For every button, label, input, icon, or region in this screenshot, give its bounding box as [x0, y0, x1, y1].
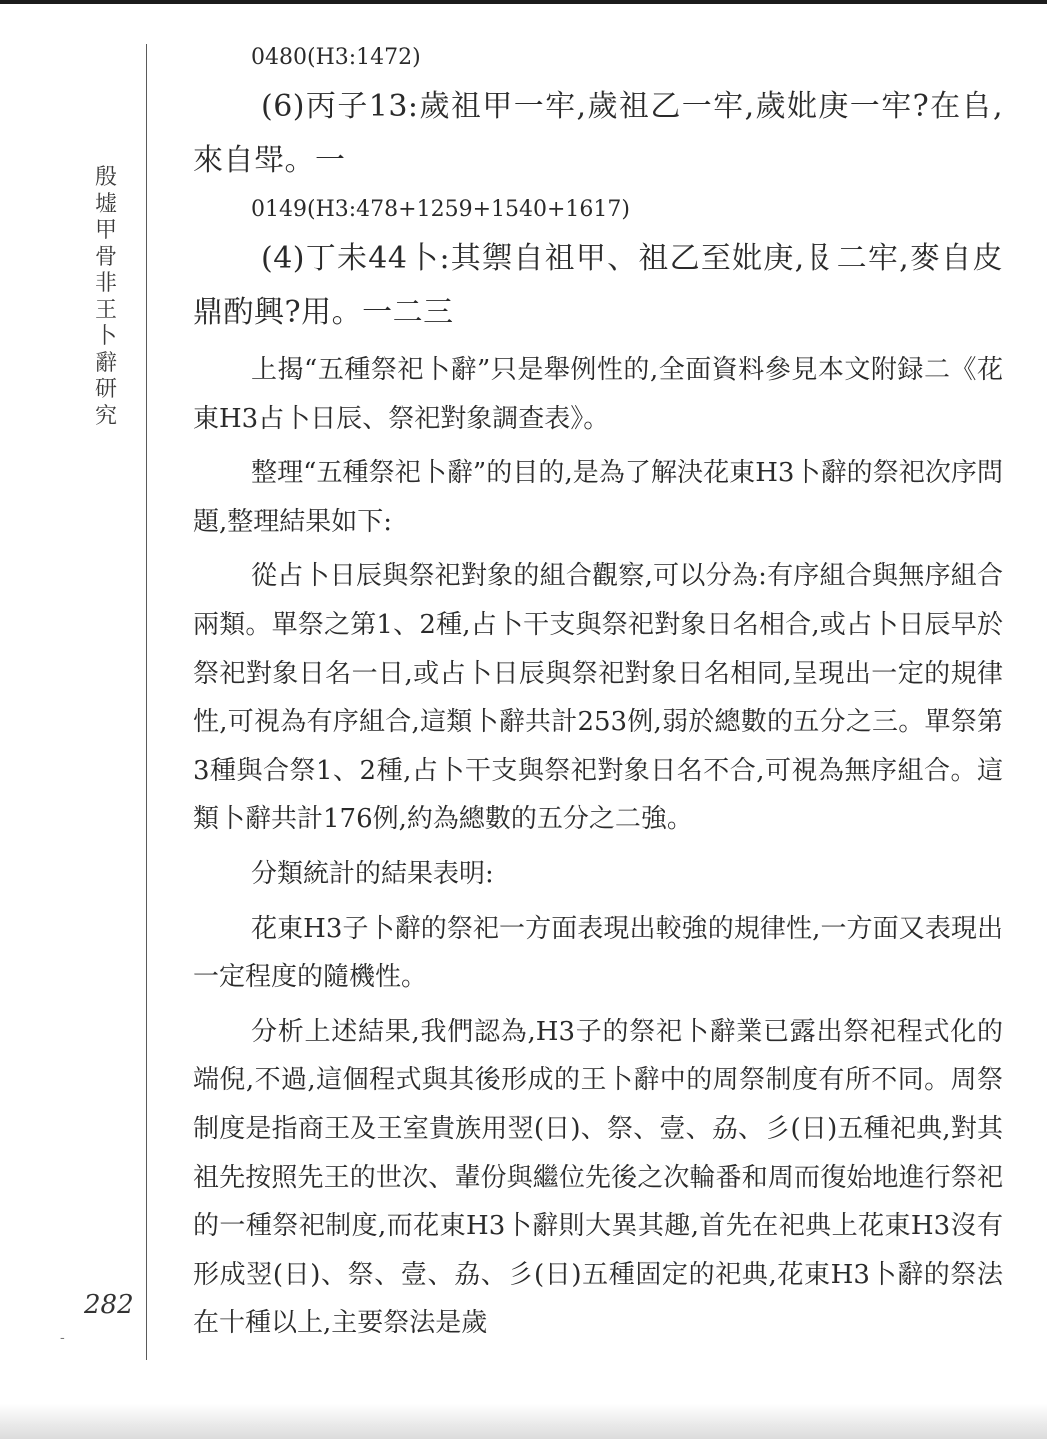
margin-mark: - [60, 1330, 65, 1346]
page-number: 282 [84, 1290, 134, 1320]
paragraph-3: 從占卜日辰與祭祀對象的組合觀察,可以分為:有序組合與無序組合兩類。單祭之第1、2種,占卜干支與祭祀對象日名相合,或占卜日辰早於祭祀對象日名一日,或占卜日辰與祭祀對象日名相同,呈現出一定的規律性,可視為有序組合,這類卜辭共計253例,弱於總數的五分之三。單祭第3種與合祭1、2種,占卜干支與祭祀對象日名不合,可視為無序組合。這類卜辭共計176例,約為總數的五分之二強。 [193, 561, 1003, 835]
main-text [193, 40, 1003, 1348]
reference-0149: 0149(H3:478+1259+1540+1617) [251, 197, 631, 222]
paragraph-6: 分析上述結果,我們認為,H3子的祭祀卜辭業已露出祭祀程式化的端倪,不過,這個程式與其後形成的王卜辭中的周祭制度有所不同。周祭制度是指商王及王室貴族用翌(日)、祭、壹、劦、彡(日)五種祀典,對其祖先按照先王的世次、輩份與繼位先後之次輪番和周而復始地進行祭祀的一種祭祀制度,而花東H3卜辭則大異其趣,首先在祀典上花東H3沒有形成翌(日)、祭、壹、劦、彡(日)五種固定的祀典,花東H3卜辭的祭法在十種以上,主要祭法是歲 [193, 1016, 1003, 1339]
paragraph-2: 整理“五種祭祀卜辭”的目的,是為了解決花東H3卜辭的祭祀次序問題,整理結果如下: [193, 458, 1003, 537]
reference-0480: 0480(H3:1472) [251, 45, 421, 70]
paragraph-5: 花東H3子卜辭的祭祀一方面表現出較強的規律性,一方面又表現出一定程度的隨機性。 [193, 913, 1003, 993]
margin-rule [146, 44, 147, 1360]
paragraph-1: 上揭“五種祭祀卜辭”只是舉例性的,全面資料參見本文附録二《花東H3占卜日辰、祭祀對象調查表》。 [193, 355, 1003, 434]
inscription-item-6: (6)丙子13:歲祖甲一牢,歲祖乙一牢,歲妣庚一牢?在𠂤,來自斝。一 [193, 89, 1003, 178]
scan-bottom-edge [0, 1404, 1047, 1439]
scan-top-edge [0, 0, 1047, 4]
inscription-item-4: (4)丁未44卜:其禦自祖甲、祖乙至妣庚,𠬝二牢,麥自皮鼎酌興?用。一二三 [193, 241, 1003, 330]
paragraph-4: 分類統計的結果表明: [251, 858, 494, 889]
running-head: 殷墟甲骨非王卜辭研究 [94, 165, 117, 429]
